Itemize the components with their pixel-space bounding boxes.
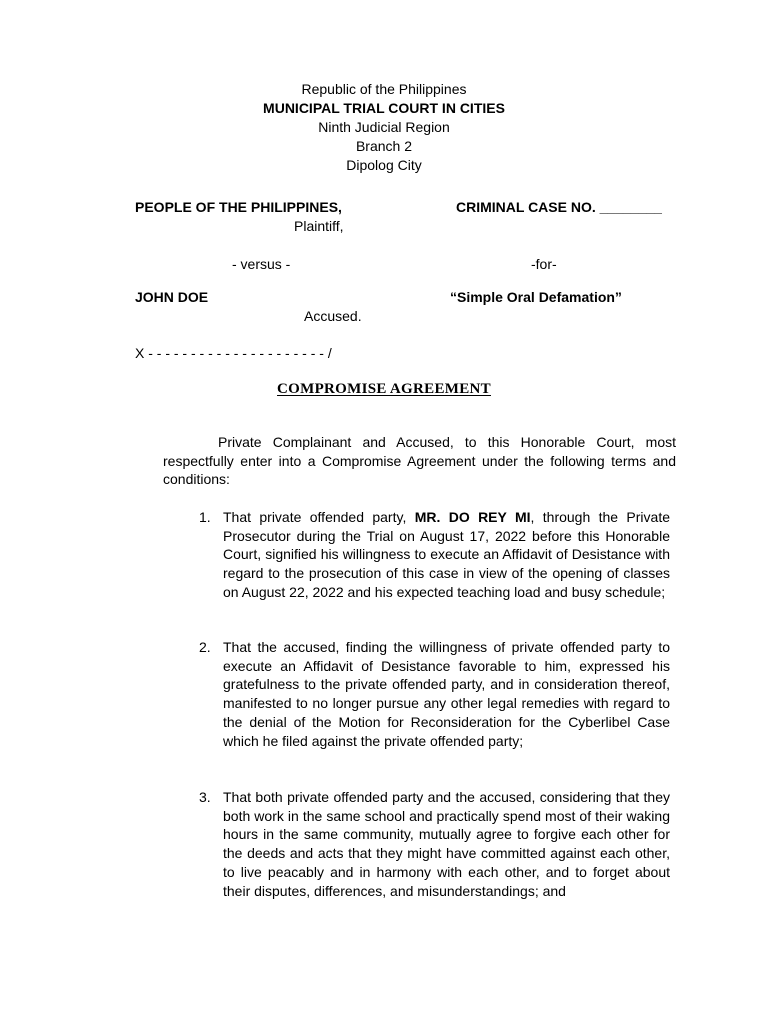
item-3-number: 3. [199, 789, 211, 805]
branch-line: Branch 2 [355, 138, 413, 154]
intro-paragraph: Private Complainant and Accused, to this Honorable Court, most respectfully enter into a Compromise Agreement under the following terms and conditions: [163, 434, 676, 488]
item-1-pre: That private offended party, [223, 509, 415, 525]
city-line: Dipolog City [346, 157, 422, 173]
for-label: -for- [531, 256, 557, 272]
item-1-number: 1. [199, 509, 211, 525]
plaintiff-role: Plaintiff, [294, 218, 344, 234]
case-number: CRIMINAL CASE NO. ________ [456, 199, 662, 215]
document-title [0, 380, 768, 399]
accused-name: JOHN DOE [135, 289, 209, 305]
item-3-text: That both private offended party and the accused, considering that they both work in the same school and practically spend most of their waking hours in the same community, mutually agree to forgive each other for the deeds and acts that they might have committed against each other, to live peacably and in harmony with each other, and to forget about their disputes, differences, and misunderstandings; and [223, 789, 670, 899]
plaintiff-name: PEOPLE OF THE PHILIPPINES, [135, 199, 342, 215]
court-name: MUNICIPAL TRIAL COURT IN CITIES [263, 100, 505, 116]
caption-separator: X - - - - - - - - - - - - - - - - - - - - - / [135, 345, 332, 361]
offense-title: “Simple Oral Defamation” [450, 289, 622, 305]
item-2-number: 2. [199, 639, 211, 655]
item-1-post: , through the Private Prosecutor during the Trial on August 17, 2022 before this Honorable Court, signified his willingness to execute an Affidavit of Desistance with regard to the prosecution of this case in view of the opening of classes on August 22, 2022 and his expected teaching load and busy schedule; [223, 509, 670, 600]
accused-role: Accused. [304, 308, 362, 324]
judicial-region: Ninth Judicial Region [318, 119, 450, 135]
item-1-text [223, 508, 670, 602]
item-2-text: That the accused, finding the willingness of private offended party to execute an Affidavit of Desistance favorable to him, expressed his gratefulness to the private offended party, and in consideration thereof, manifested to no longer pursue any other legal remedies with regard to the denial of the Motion for Reconsideration for the Cyberlibel Case which he filed against the private offended party; [223, 639, 670, 749]
item-1-party-name: MR. DO REY MI [414, 509, 531, 525]
document-title-text: COMPROMISE AGREEMENT [277, 381, 491, 397]
republic-line: Republic of the Philippines [301, 81, 467, 97]
versus-label: - versus - [232, 256, 291, 272]
